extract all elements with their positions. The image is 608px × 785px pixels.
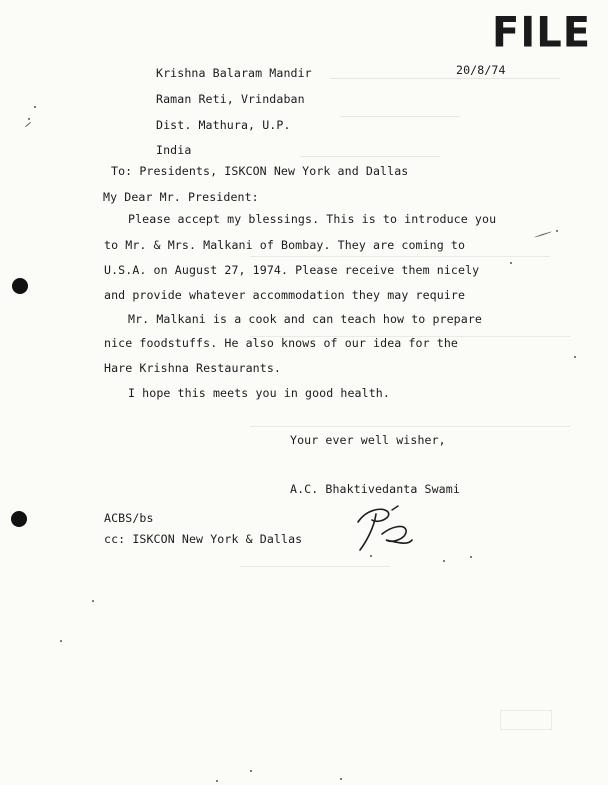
file-stamp: FILE: [492, 8, 592, 58]
sender-address-line: India: [156, 143, 192, 157]
body-line: U.S.A. on August 27, 1974. Please receive them nicely: [104, 263, 480, 277]
sender-address-line: Dist. Mathura, U.P.: [156, 118, 291, 132]
punch-hole: [11, 511, 27, 527]
sender-address-line: Krishna Balaram Mandir: [156, 66, 312, 80]
signature-name: A.C. Bhaktivedanta Swami: [290, 482, 460, 496]
punch-hole: [12, 278, 28, 294]
sender-address-line: Raman Reti, Vrindaban: [156, 92, 305, 106]
body-line: Please accept my blessings. This is to introduce you: [128, 212, 497, 226]
body-line: Mr. Malkani is a cook and can teach how to prepare: [128, 312, 483, 326]
closing-wish: I hope this meets you in good health.: [128, 386, 390, 400]
date: 20/8/74: [456, 63, 506, 77]
salutation: My Dear Mr. President:: [103, 190, 259, 204]
handwritten-signature: [352, 500, 422, 560]
recipient-line: To: Presidents, ISKCON New York and Dallas: [111, 164, 409, 178]
body-line: Hare Krishna Restaurants.: [104, 361, 282, 375]
body-line: to Mr. & Mrs. Malkani of Bombay. They are coming to: [104, 238, 466, 252]
initials: ACBS/bs: [104, 511, 154, 525]
body-line: and provide whatever accommodation they may require: [104, 288, 466, 302]
body-line: nice foodstuffs. He also knows of our idea for the: [104, 336, 459, 350]
cc-line: cc: ISKCON New York & Dallas: [104, 532, 303, 546]
closing: Your ever well wisher,: [290, 433, 446, 447]
